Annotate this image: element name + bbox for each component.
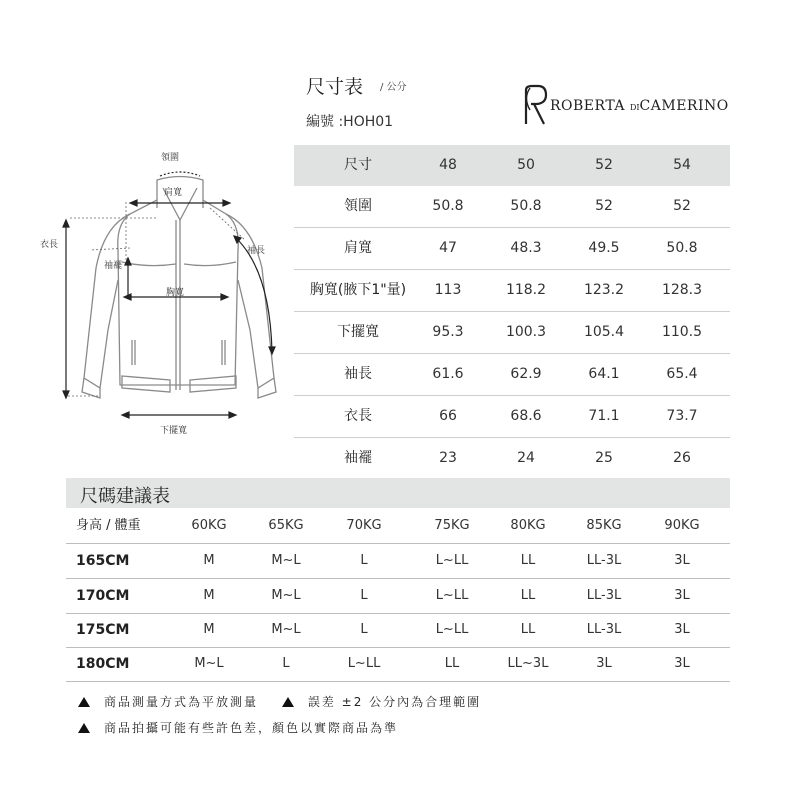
- table-row: [66, 647, 730, 682]
- table-cell: 95.3: [432, 324, 464, 340]
- sleeve-label: 袖長: [247, 246, 266, 256]
- table-cell: 62.9: [510, 366, 542, 382]
- table-cell: 68.6: [510, 408, 542, 424]
- table-cell: 128.3: [661, 282, 703, 298]
- height-label: 175CM: [76, 622, 130, 638]
- table-cell: 73.7: [666, 408, 698, 424]
- brand-name: [550, 98, 729, 114]
- table-cell: 47: [439, 240, 457, 256]
- table-cell: 113: [434, 282, 462, 298]
- table-cell: L~LL: [435, 588, 469, 603]
- table-cell: 52: [673, 198, 691, 214]
- table-cell: L: [360, 622, 368, 637]
- chart-title: 尺寸表: [306, 76, 364, 98]
- size-table-header: [294, 145, 730, 186]
- table-row: [294, 396, 730, 438]
- jacket-outline-icon: [30, 140, 290, 440]
- height-label: 165CM: [76, 553, 130, 569]
- table-row: [66, 579, 730, 614]
- table-cell: 105.4: [583, 324, 625, 340]
- brand-part2: CAMERINO: [639, 98, 729, 114]
- table-row: [294, 312, 730, 354]
- recommend-title: 尺碼建議表: [80, 486, 170, 507]
- table-cell: M: [203, 588, 215, 603]
- table-cell: LL-3L: [586, 588, 622, 603]
- table-cell: 118.2: [505, 282, 547, 298]
- shoulder-label: 肩寬: [164, 188, 183, 198]
- weight-header: 85KG: [586, 518, 622, 533]
- table-cell: L~LL: [347, 656, 381, 671]
- table-cell: 52: [595, 198, 613, 214]
- size-table: [294, 145, 730, 479]
- table-cell: 50.8: [432, 198, 464, 214]
- table-cell: 66: [439, 408, 457, 424]
- note-line-2: [78, 719, 398, 736]
- table-cell: LL~3L: [507, 656, 549, 671]
- table-cell: 3L: [596, 656, 612, 671]
- triangle-bullet-icon: [282, 697, 294, 707]
- table-cell: M: [203, 622, 215, 637]
- table-row: [294, 354, 730, 396]
- table-cell: L: [360, 588, 368, 603]
- table-cell: 3L: [674, 588, 690, 603]
- weight-header: 75KG: [434, 518, 470, 533]
- row-label: 領圍: [344, 198, 372, 214]
- table-cell: L: [360, 553, 368, 568]
- weight-header: 65KG: [268, 518, 304, 533]
- table-cell: 71.1: [588, 408, 620, 424]
- table-row: [294, 228, 730, 270]
- table-cell: L~LL: [435, 553, 469, 568]
- table-cell: 100.3: [505, 324, 547, 340]
- table-cell: 3L: [674, 553, 690, 568]
- table-cell: M~L: [271, 622, 301, 637]
- table-cell: 61.6: [432, 366, 464, 382]
- table-cell: M~L: [194, 656, 224, 671]
- chest-label: 胸寬: [166, 288, 185, 298]
- height-label: 170CM: [76, 588, 130, 604]
- jacket-diagram: [30, 140, 290, 440]
- table-cell: 65.4: [666, 366, 698, 382]
- recommend-header-row: [66, 509, 730, 544]
- table-cell: LL: [520, 553, 536, 568]
- table-row: [66, 613, 730, 648]
- table-cell: 50.8: [510, 198, 542, 214]
- cuff-label: 袖襬: [104, 261, 123, 271]
- weight-header: 70KG: [346, 518, 382, 533]
- table-cell: 24: [517, 450, 535, 466]
- table-cell: M~L: [271, 553, 301, 568]
- product-code: 編號 :HOH01: [306, 114, 394, 130]
- row-label: 下擺寬: [337, 324, 379, 340]
- table-cell: 26: [673, 450, 691, 466]
- triangle-bullet-icon: [78, 723, 90, 733]
- table-cell: 50.8: [666, 240, 698, 256]
- recommend-banner: [66, 478, 730, 508]
- table-cell: 110.5: [661, 324, 703, 340]
- table-cell: 3L: [674, 656, 690, 671]
- triangle-bullet-icon: [78, 697, 90, 707]
- table-cell: 64.1: [588, 366, 620, 382]
- table-cell: L: [282, 656, 290, 671]
- table-row: [294, 186, 730, 228]
- size-header-label: 尺寸: [344, 157, 372, 173]
- table-cell: L~LL: [435, 622, 469, 637]
- brand-part1: ROBERTA: [550, 98, 626, 114]
- table-cell: LL: [520, 622, 536, 637]
- weight-header: 60KG: [191, 518, 227, 533]
- note-line-1: [78, 693, 481, 710]
- weight-header: 80KG: [510, 518, 546, 533]
- table-cell: 123.2: [583, 282, 625, 298]
- table-cell: 25: [595, 450, 613, 466]
- table-row: [294, 270, 730, 312]
- height-label: 180CM: [76, 656, 130, 672]
- weight-header: 90KG: [664, 518, 700, 533]
- recommend-header-first: 身高 / 體重: [76, 518, 141, 533]
- note-color: 商品拍攝可能有些許色差，顏色以實際商品為準: [104, 721, 399, 735]
- row-label: 肩寬: [344, 240, 372, 256]
- size-header-value: 48: [439, 157, 457, 173]
- brand-di: DI: [629, 103, 640, 112]
- table-cell: LL-3L: [586, 622, 622, 637]
- hem-label: 下擺寬: [160, 426, 188, 436]
- table-cell: LL-3L: [586, 553, 622, 568]
- row-label: 袖襬: [344, 450, 372, 466]
- table-cell: M~L: [271, 588, 301, 603]
- table-cell: 3L: [674, 622, 690, 637]
- collar-label: 領圍: [161, 153, 180, 163]
- row-label: 胸寬(腋下1"量): [309, 282, 407, 298]
- unit-label: / 公分: [380, 82, 407, 93]
- size-header-value: 54: [673, 157, 691, 173]
- note-measure: 商品測量方式為平放測量: [104, 695, 259, 709]
- size-header-value: 52: [595, 157, 613, 173]
- table-cell: LL: [520, 588, 536, 603]
- table-cell: 49.5: [588, 240, 620, 256]
- note-tolerance: 誤差 ±2 公分內為合理範圍: [307, 695, 482, 709]
- size-header-value: 50: [517, 157, 535, 173]
- table-row: [294, 438, 730, 479]
- length-label: 衣長: [40, 240, 59, 250]
- table-cell: LL: [444, 656, 460, 671]
- brand-monogram-icon: [520, 84, 550, 128]
- row-label: 衣長: [344, 408, 372, 424]
- table-cell: 23: [439, 450, 457, 466]
- table-row: [66, 544, 730, 579]
- table-cell: 48.3: [510, 240, 542, 256]
- brand-logo: [520, 84, 740, 128]
- row-label: 袖長: [344, 366, 372, 382]
- table-cell: M: [203, 553, 215, 568]
